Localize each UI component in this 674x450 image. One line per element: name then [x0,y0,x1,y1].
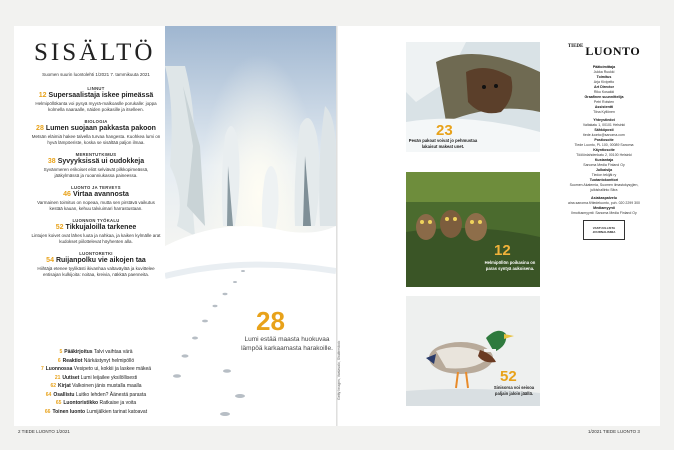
headline-text: Syvyyksissä ui oudokkeja [57,158,145,165]
section-category: LUONTO JA TERVEYS [71,185,121,190]
list-item[interactable]: 64 Osallistu Luitko lehden? Äänestä parasta [45,391,147,398]
toc-column [31,86,161,284]
feature-page-number: 28 [256,306,285,336]
section-headline [31,256,161,265]
photo-credit: Getty Images, Vastavalo, Shutterstock [337,340,341,400]
section-category: LINNUT [87,86,105,91]
section-headline [31,157,161,166]
folio-left: 2 TIEDE LUONTO 1/2021 [18,429,70,434]
list-item[interactable]: 21 Uutiset Lumi leijailee yksilöllisesti [54,374,138,381]
list-item[interactable]: 66 Toinen luonto Lumijälkien tarinat katoavat [44,408,148,415]
section-headline [31,124,161,133]
section-description: Metsän eläimiä hakee talvella turvaa hangesta. Kuohkea lumi on hyvä lämpöeriste, koska se sisältää paljon ilmaa. [31,134,161,145]
section-description: Syvänmeren erikoiset eliöt selviävät pilkkopimeässä, jääkylmässä ja ruoanniukassa paineessa. [43,167,149,178]
toc-section[interactable] [31,152,161,179]
thumb-page-number: 12 [494,242,511,259]
masthead-entries: Päätoimittaja Jukka Ruukki Toimitus Arja Kivipelto Art Director Riku Kosakki Graafinen suunnittelija Petri Rotsten Assistentti Tiina Kyllönen Yhteystiedot Valtakatu 1, 00101 Helsinki Sähköposti tiede.luonto@sanoma.com Postiosoite Tiede Luonto, PL 100, 00089 Sanoma Käyntiosoite Töölönlahdenkatu 2, 00100 Helsinki Kustantaja Sanoma Media Finland Oy Julkaisija Tiedon tekijät ry Tuotantokonttori Suomen Akatemia, Suomen ilmastokysyjien, julkishallinto Sitra Asiakaspalvelu aina.sanoma.fi/tiedeluonto, puh. 020 2299 300 Mediamyynti Ilmoitusmyynti: Sanoma Media Finland Oy [567,65,640,215]
section-category: LUONTORETKI [79,251,113,256]
page-number: 12 [38,92,47,99]
thumb-caption: Sinisorsa voi seisoa paljain jaloin jäällä. [493,385,535,396]
page-number: 28 [36,125,44,132]
headline-text: Supersaalistaja iskee pimeässä [48,92,154,99]
issue-subtitle: Suomen suurin luontolehti 1/2021 7. tammikuuta 2021 [42,72,150,77]
folio-right: 1/2021 TIEDE LUONTO 3 [588,429,640,434]
thumbnail-mallard[interactable] [406,296,540,406]
thumb-page-number: 23 [436,122,453,139]
section-headline [31,190,161,199]
toc-section[interactable] [31,185,161,212]
list-item[interactable]: 6 Reaktiot Närkästynyt helmipöllö [57,357,135,364]
toc-section[interactable] [31,218,161,245]
page-number: 46 [63,191,71,198]
section-category: LUONNON TYÖKALU [72,218,120,223]
page-number: 54 [46,257,54,264]
thumbnail-owlets[interactable] [406,172,540,287]
list-item[interactable]: 65 Luontoristikko Ratkaise ja voita [55,400,137,406]
page-number: 38 [47,158,56,165]
thumb-caption: Helmipöllön poikasina on paras syntyä aukoisena. [484,260,536,271]
headline-text: Ruijanpolku vie aikojen taa [55,257,146,264]
section-category: BIOLOGIA [84,119,108,124]
list-item[interactable]: 5 Pääkirjoitus Talvi vaihtaa värä [59,349,133,355]
feature-caption: Lumi estää maasta huokuvaa lämpöä karkaamasta harakoille. [241,336,333,352]
headline-text: Virtaa avannosta [72,191,129,198]
toc-section[interactable] [31,119,161,146]
toc-section[interactable] [31,251,161,278]
page-number: 52 [55,224,64,231]
section-description: Helmipöllökanta voi pysyä myyrä-malkoaslle porukalle: joppa kolmella naaraalle, näiden poikasille ja itselleen. [35,101,157,112]
section-description: Lintujen koivet ovat lähes luuta ja nahkaa, ja kaiken kylmälle arat kudokset piilottelevat höyhenten alla. [31,233,161,244]
section-description: Hiihtäjä etenee tyylikästi ikivanhaa valtaväylää ja kuvittelee entisajan kulkijoita: noitaa, kreivia, näkkää paenneita. [37,266,155,277]
marten-image [406,42,540,152]
thumb-caption: Pesän pakoat voivat jo pehmustaa lakaisut makeat unet. [408,138,478,149]
short-items-list [31,348,161,416]
section-headline [31,223,161,232]
list-item[interactable]: 62 Kirjat Valkoinen jänis mustalla maalla [50,383,142,389]
thumbnail-marten[interactable] [406,42,540,152]
masthead [562,44,646,244]
toc-section[interactable] [31,86,161,113]
list-item[interactable]: 7 Luonnossa Vesipeto ui, kokkii ja laskee mäkeä [40,366,152,372]
thumb-page-number: 52 [500,368,517,385]
feature-photo [165,26,336,426]
section-headline [31,91,161,100]
section-description: Varmainen toimitus on nopeaa, mutta sen pirstävä vaikutus kestää kauan, kehuu talviuimari harrastustaan. [37,200,155,211]
page-title: SISÄLTÖ [34,39,156,66]
journalism-stamp: VASTUULLISTA JOURNALISMIA [583,220,625,240]
magazine-logo: $^{TIEDE}$ LUONTO [567,44,641,58]
snowy-forest-image [165,26,336,426]
headline-text: Tikkujaloilla tarkenee [65,224,137,231]
headline-text: Lumen suojaan pakkasta pakoon [45,125,156,132]
section-category: MERENTUTKIMUS [75,152,117,157]
